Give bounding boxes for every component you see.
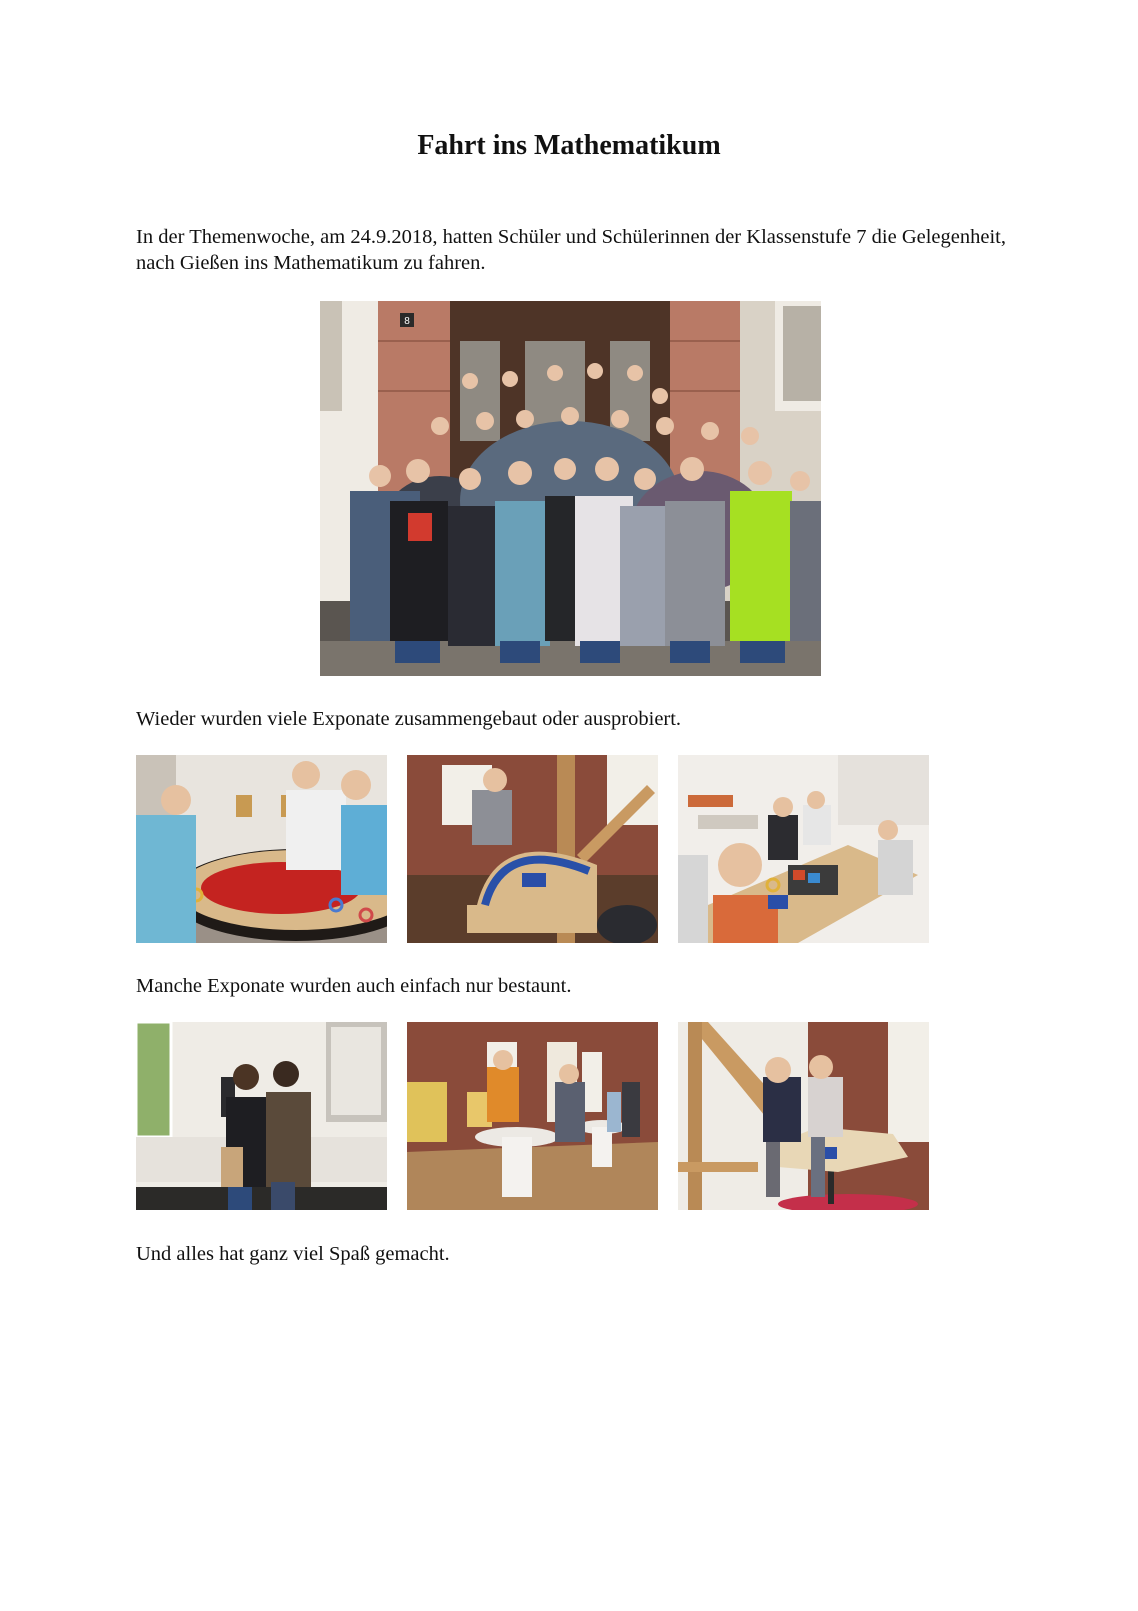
exhibits-built-paragraph: Wieder wurden viele Exponate zusammengebaut oder ausprobiert.: [136, 708, 682, 730]
exhibit-photo-map-table: [678, 1022, 929, 1210]
page-title: Fahrt ins Mathematikum: [417, 130, 721, 161]
exhibit-photo-wall-screen: [136, 1022, 387, 1210]
door-number: 8: [404, 316, 410, 327]
exhibit-photo-brick-hall: [407, 1022, 658, 1210]
group-photo: [320, 301, 821, 676]
exhibits-admired-paragraph: Manche Exponate wurden auch einfach nur bestaunt.: [136, 975, 572, 997]
closing-paragraph: Und alles hat ganz viel Spaß gemacht.: [136, 1243, 450, 1265]
exhibit-photo-red-table: [136, 755, 387, 943]
intro-paragraph: In der Themenwoche, am 24.9.2018, hatten Schüler und Schülerinnen der Klassenstufe 7 die Gelegenheit, nach Gießen ins Mathematikum zu fahren.: [136, 226, 1006, 274]
exhibit-photo-puzzle-table: [678, 755, 929, 943]
exhibit-photo-wooden-arch: [407, 755, 658, 943]
